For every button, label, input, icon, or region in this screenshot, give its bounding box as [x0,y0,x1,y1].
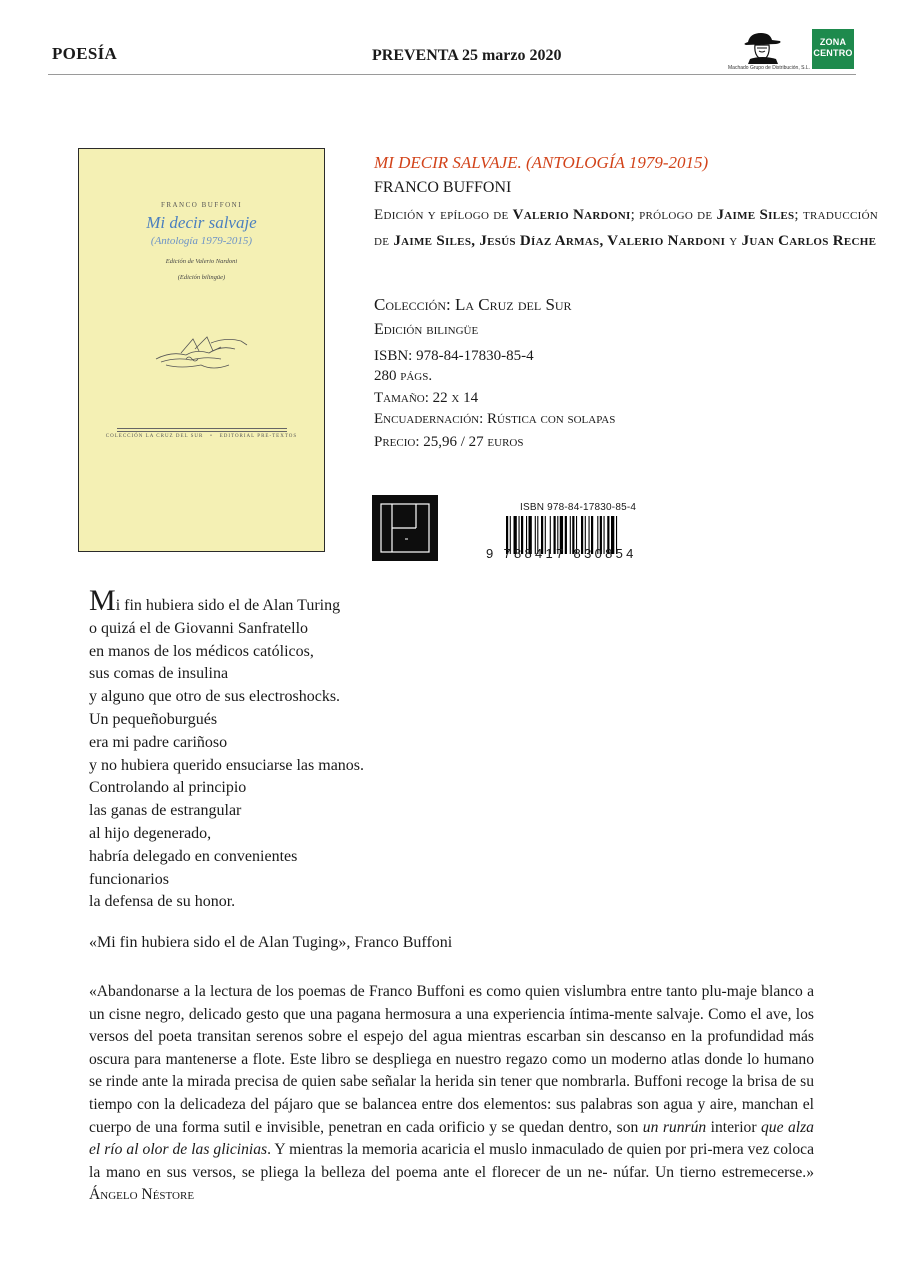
cover-author: FRANCO BUFFONI [160,201,243,209]
poem-line: era mi padre cariñoso [89,733,228,751]
pretextos-logo-icon [372,495,438,561]
review-text-2: interior [706,1118,761,1136]
distributor-caption: Machado Grupo de Distribución, S.L. [728,65,810,71]
book-pages: 280 págs. [374,368,433,384]
cover-sketch-illustration [151,329,261,379]
poem-line: las ganas de estrangular [89,802,242,820]
poem-line: o quizá el de Giovanni Sanfratello [89,619,309,637]
isbn-barcode [484,500,664,564]
review-author: Ángelo Néstore [89,1186,195,1204]
cover-title: Mi decir salvaje [146,213,257,232]
credits-translators: Jaime Siles, Jesús Díaz Armas, Valerio Nardoni [393,233,726,249]
poem-line: al hijo degenerado, [89,824,212,842]
poem-line [89,584,364,618]
book-bilingual: Edición bilingüe [374,321,479,338]
zona-line-2: CENTRO [813,48,853,58]
credits-editor: Valerio Nardoni [512,207,631,223]
cover-rule-bottom [117,431,287,432]
book-title: MI DECIR SALVAJE. (ANTOLOGÍA 1979-2015) [374,153,709,172]
poem-line: habría delegado en convenientes [89,847,298,865]
book-author: FRANCO BUFFONI [374,179,512,196]
header-divider [48,74,856,75]
book-isbn: ISBN: 978-84-17830-85-4 [374,348,534,364]
fedora-man-icon [728,28,798,64]
review-text-3: . Y mientras la memoria acaricia el muslo inmaculado de quien por pri-mera vez coloca la mano en sus versos, se pliega la belleza del poema ante el florecer de un ne- núfar. Un tierno estremecerse.» [89,1141,814,1181]
zona-line-1: ZONA [819,37,847,47]
book-price: Precio: 25,96 / 27 euros [374,434,524,450]
credits-translator-last: Juan Carlos Reche [741,233,877,249]
book-cover [78,148,325,552]
cover-rule-top [117,428,287,429]
poem-line: sus comas de insulina [89,665,229,683]
cover-footer-collection: COLECCIÓN LA CRUZ DEL SUR [105,434,204,439]
presale-date: PREVENTA 25 marzo 2020 [372,47,562,64]
cover-bilingual: (Edición bilingüe) [177,274,226,281]
cover-footer-publisher: EDITORIAL PRE-TEXTOS [219,434,298,439]
poem-line-text: i fin hubiera sido el de Alan Turing [115,597,341,614]
poem-line: la defensa de su honor. [89,893,236,911]
credits-text-2: ; prólogo de [630,207,717,223]
book-credits [374,202,884,254]
review-italic-2: que alza el río al olor de las glicinias [89,1118,814,1159]
poem-line: y alguno que otro de sus electroshocks. [89,688,341,706]
poem [89,584,365,914]
poem-line: Controlando al principio [89,779,247,797]
credits-text-3: ; traducción de [374,207,879,249]
credits-prologue: Jaime Siles [716,207,795,223]
poem-line: funcionarios [89,870,169,888]
credits-text-4: y [725,233,742,249]
drop-cap: M [89,584,116,617]
book-collection: Colección: La Cruz del Sur [374,295,572,314]
book-binding: Encuadernación: Rústica con solapas [374,411,616,427]
cover-edition: Edición de Valerio Nardoni [165,258,238,265]
barcode-digits: 9 788417 830854 [486,546,637,561]
pretextos-logo [372,495,438,561]
book-size: Tamaño: 22 x 14 [374,390,479,406]
cover-subtitle: (Antología 1979-2015) [150,235,253,247]
cover-footer: COLECCIÓN LA CRUZ DEL SUR • EDITORIAL PRE-TEXTOS [105,434,298,439]
barcode-isbn-label: ISBN 978-84-17830-85-4 [520,502,637,513]
distributor-logo [728,28,810,74]
section-label: POESÍA [52,44,118,63]
poem-citation: «Mi fin hubiera sido el de Alan Tuging», Franco Buffoni [89,934,453,951]
zona-centro-logo [812,29,854,69]
review-text-1: «Abandonarse a la lectura de los poemas de Franco Buffoni es como quien vislumbra entre tanto plu-maje blanco a un cisne negro, delicado gesto que una pagana hermosura a una experiencia íntima-mente salvaje. Como el ave, los versos del poeta transitan serenos sobre el espejo del agua mientras escarban sin descanso en la profundidad más oscura para mantenerse a flote. Este libro se despliega en nuestro regazo como un moderno atlas donde lo humano se rinde ante la mirada precisa de quien sabe señalar la herida sin tener que nombrarla. Buffoni recoge la brisa de su tiempo con la delicadeza del pájaro que se balancea entre dos elementos: sus palabras son agua y aire, manchan el cuerpo de una forma sutil e invisible, penetran en cada orificio y se quedan dentro, son [89,983,814,1136]
poem-line: en manos de los médicos católicos, [89,642,314,660]
review-quote [89,981,814,1207]
review-italic-1: un runrún [642,1118,707,1136]
poem-line: y no hubiera querido ensuciarse las manos. [89,756,365,774]
credits-text-1: Edición y epílogo de [374,207,513,223]
poem-line: Un pequeñoburgués [89,710,218,728]
